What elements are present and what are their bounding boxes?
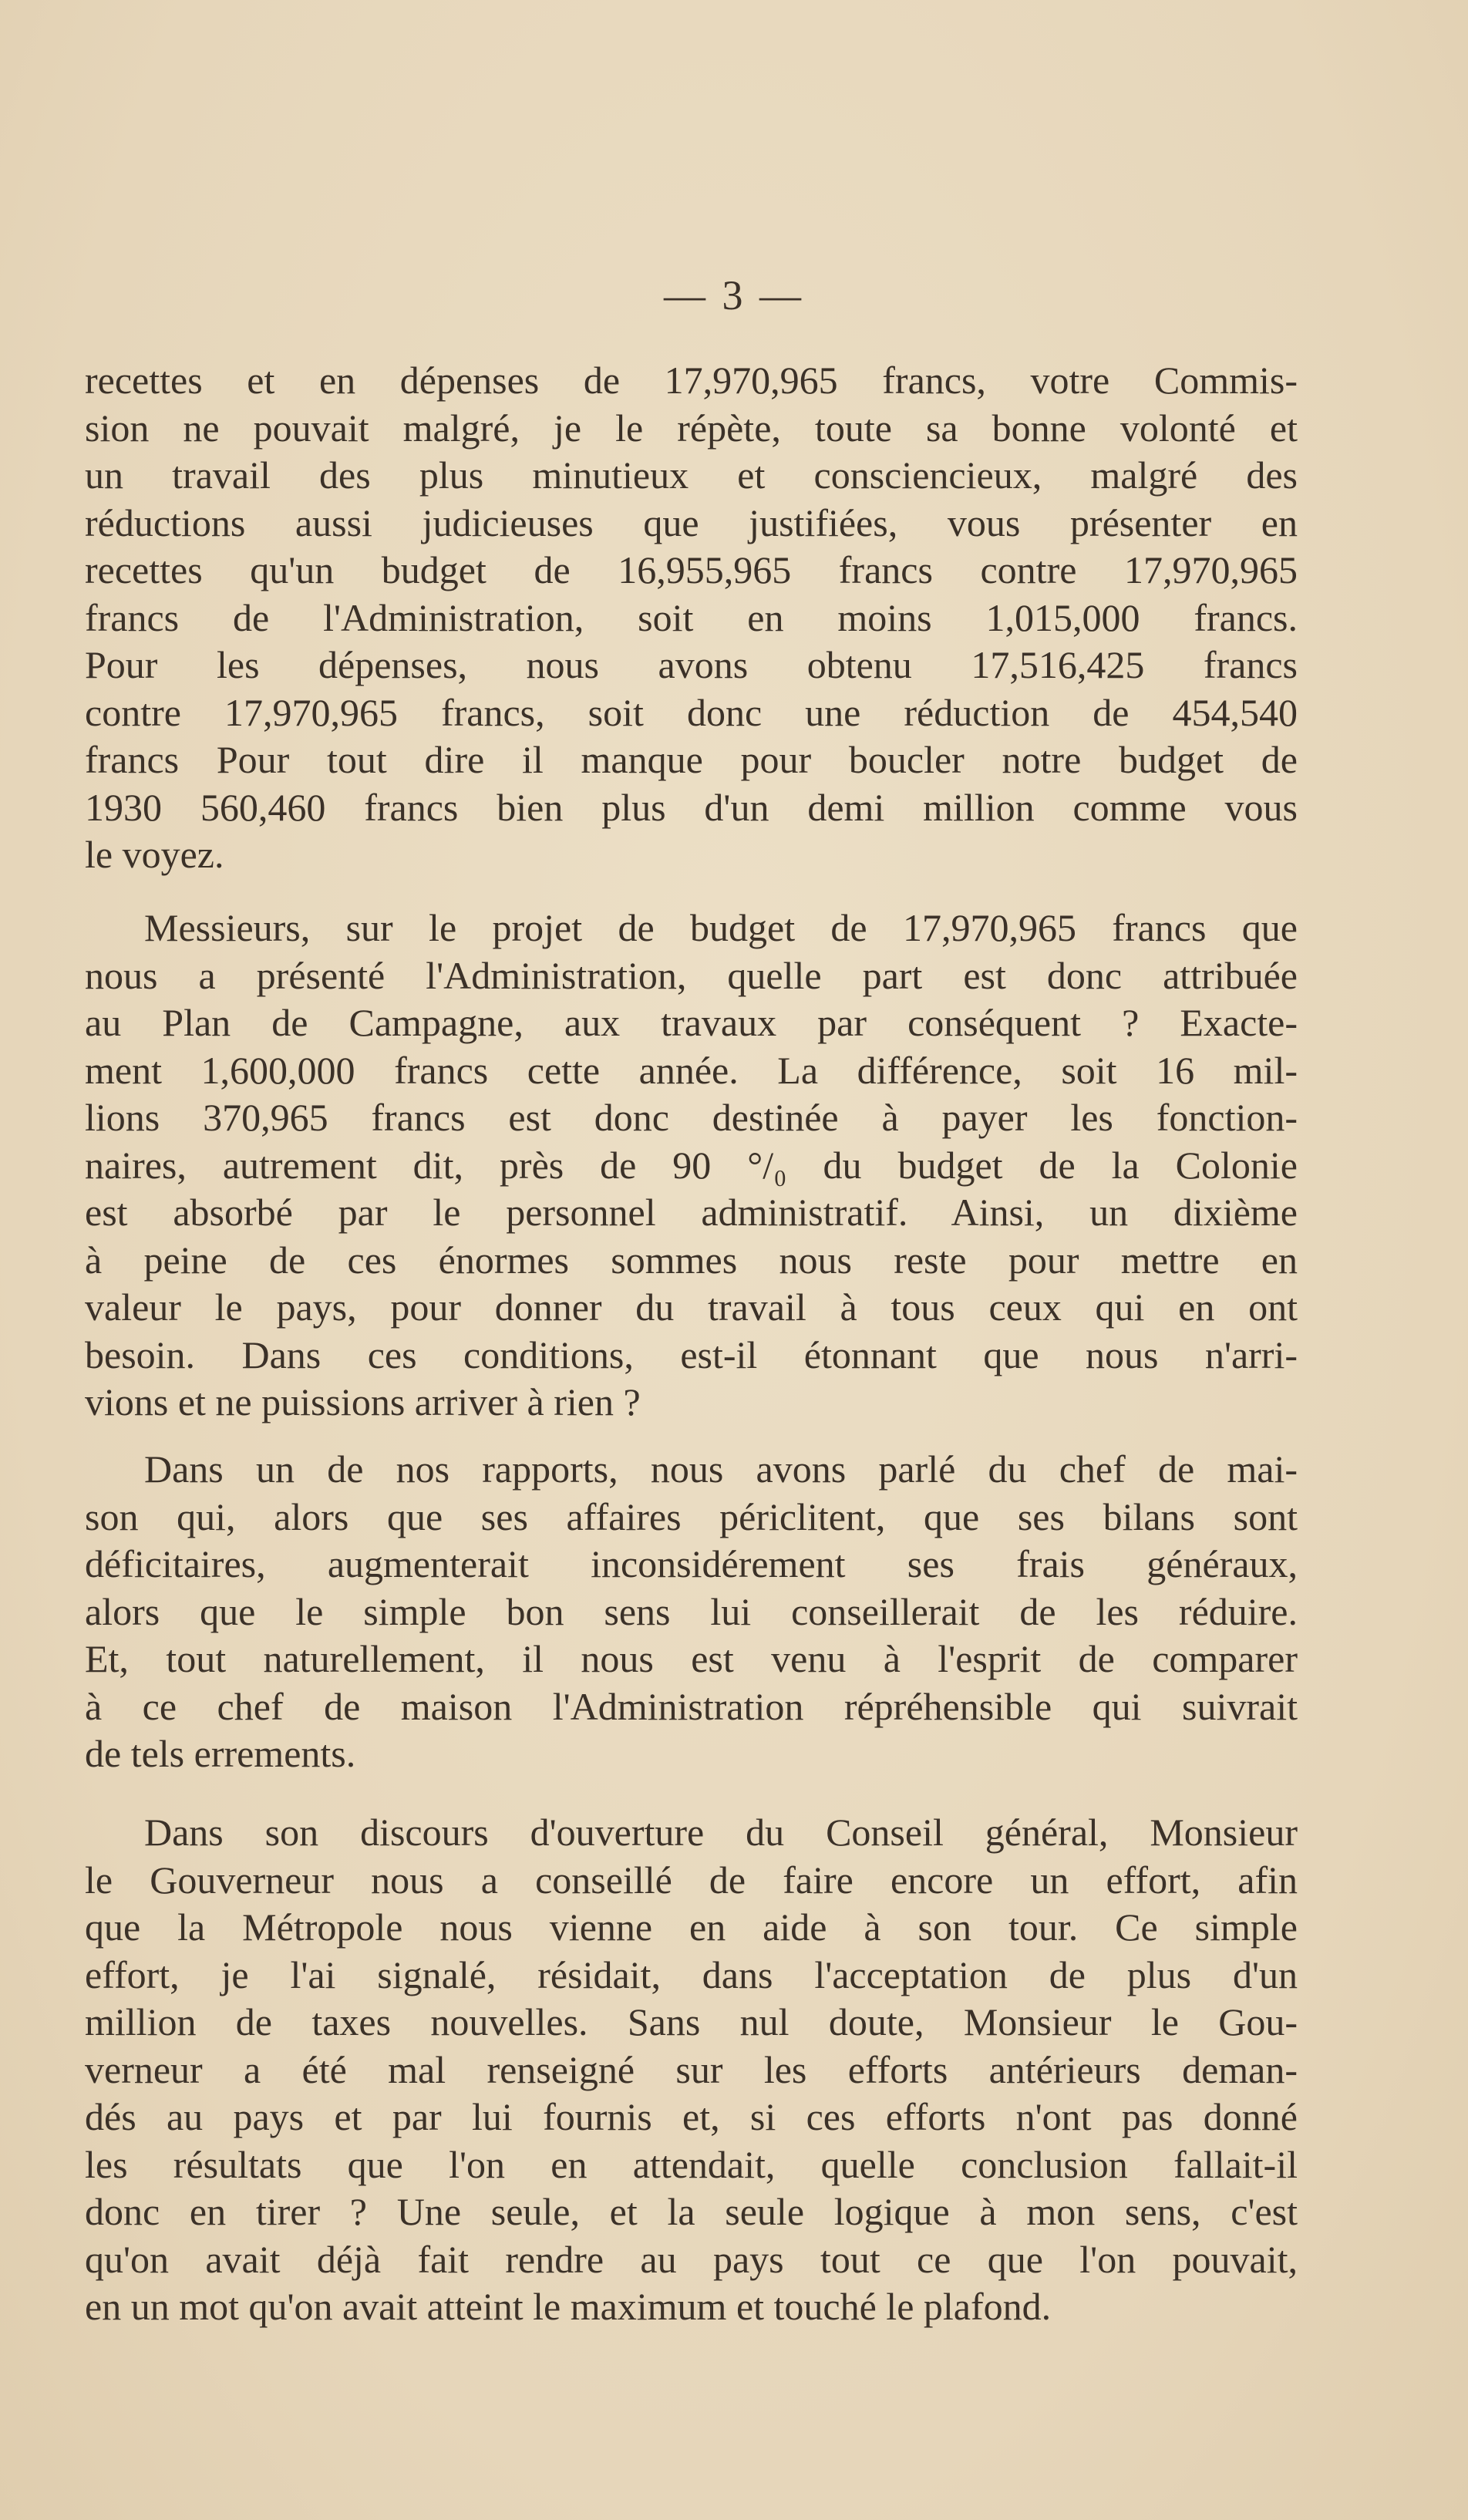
text-line: million de taxes nouvelles. Sans nul doute, Monsieur le Gou- — [85, 2000, 1298, 2043]
text-line: Pour les dépenses, nous avons obtenu 17,516,425 francs — [85, 643, 1298, 686]
text-line: Et, tout naturellement, il nous est venu à l'esprit de comparer — [85, 1637, 1298, 1680]
text-line: son qui, alors que ses affaires périclitent, que ses bilans sont — [85, 1494, 1298, 1538]
paragraph-4 — [85, 1809, 1298, 2331]
text-line: alors que le simple bon sens lui conseillerait de les réduire. — [85, 1589, 1298, 1633]
text-line: en un mot qu'on avait atteint le maximum et touché le plafond. — [85, 2285, 1052, 2328]
text-line: recettes et en dépenses de 17,970,965 francs, votre Commis- — [85, 359, 1298, 402]
text-line: au Plan de Campagne, aux travaux par conséquent ? Exacte- — [85, 1001, 1298, 1044]
text-line: à ce chef de maison l'Administration répréhensible qui suivrait — [85, 1684, 1298, 1728]
text-line: Messieurs, sur le projet de budget de 17,970,965 francs que — [144, 906, 1298, 949]
text-line: naires, autrement dit, près de 90 °/₀ du budget de la Colonie — [85, 1143, 1298, 1187]
text-line: les résultats que l'on en attendait, quelle conclusion fallait-il — [85, 2142, 1298, 2186]
text-line: nous a présenté l'Administration, quelle part est donc attribuée — [85, 953, 1298, 997]
text-line: est absorbé par le personnel administratif. Ainsi, un dixième — [85, 1191, 1298, 1234]
text-line: un travail des plus minutieux et consciencieux, malgré des — [85, 453, 1298, 497]
text-line: francs de l'Administration, soit en moins 1,015,000 francs. — [85, 595, 1298, 639]
text-line: verneur a été mal renseigné sur les efforts antérieurs deman- — [85, 2047, 1298, 2091]
text-line: ment 1,600,000 francs cette année. La différence, soit 16 mil- — [85, 1048, 1298, 1092]
text-line: donc en tirer ? Une seule, et la seule logique à mon sens, c'est — [85, 2190, 1298, 2233]
text-line: dés au pays et par lui fournis et, si ces efforts n'ont pas donné — [85, 2095, 1298, 2138]
text-line: contre 17,970,965 francs, soit donc une réduction de 454,540 — [85, 690, 1298, 734]
paragraph-3 — [85, 1446, 1298, 1778]
text-line: Dans son discours d'ouverture du Conseil général, Monsieur — [144, 1811, 1298, 1854]
text-line: Dans un de nos rapports, nous avons parlé du chef de mai- — [144, 1447, 1298, 1491]
text-line: francs Pour tout dire il manque pour boucler notre budget de — [85, 738, 1298, 781]
text-line: effort, je l'ai signalé, résidait, dans l'acceptation de plus d'un — [85, 1952, 1298, 1996]
text-line: lions 370,965 francs est donc destinée à payer les fonction- — [85, 1096, 1298, 1139]
text-line: que la Métropole nous vienne en aide à son tour. Ce simple — [85, 1905, 1298, 1949]
text-line: besoin. Dans ces conditions, est-il étonnant que nous n'arri- — [85, 1332, 1298, 1376]
text-line: valeur le pays, pour donner du travail à tous ceux qui en ont — [85, 1285, 1298, 1329]
text-line: le voyez. — [85, 833, 224, 876]
page-number: — 3 — — [664, 272, 804, 318]
text-line: vions et ne puissions arriver à rien ? — [85, 1380, 641, 1423]
text-line: sion ne pouvait malgré, je le répète, toute sa bonne volonté et — [85, 406, 1298, 450]
text-line: réductions aussi judicieuses que justifiées, vous présenter en — [85, 500, 1298, 544]
text-line: 1930 560,460 francs bien plus d'un demi million comme vous — [85, 785, 1298, 829]
text-line: déficitaires, augmenterait inconsidérement ses frais généraux, — [85, 1542, 1298, 1585]
text-line: de tels errements. — [85, 1732, 356, 1775]
text-line: le Gouverneur nous a conseillé de faire encore un effort, afin — [85, 1858, 1298, 1902]
text-line: qu'on avait déjà fait rendre au pays tout ce que l'on pouvait, — [85, 2237, 1298, 2281]
paragraph-1 — [85, 357, 1298, 879]
text-line: à peine de ces énormes sommes nous reste pour mettre en — [85, 1238, 1298, 1282]
text-line: recettes qu'un budget de 16,955,965 francs contre 17,970,965 — [85, 548, 1298, 591]
paragraph-2 — [85, 905, 1298, 1427]
